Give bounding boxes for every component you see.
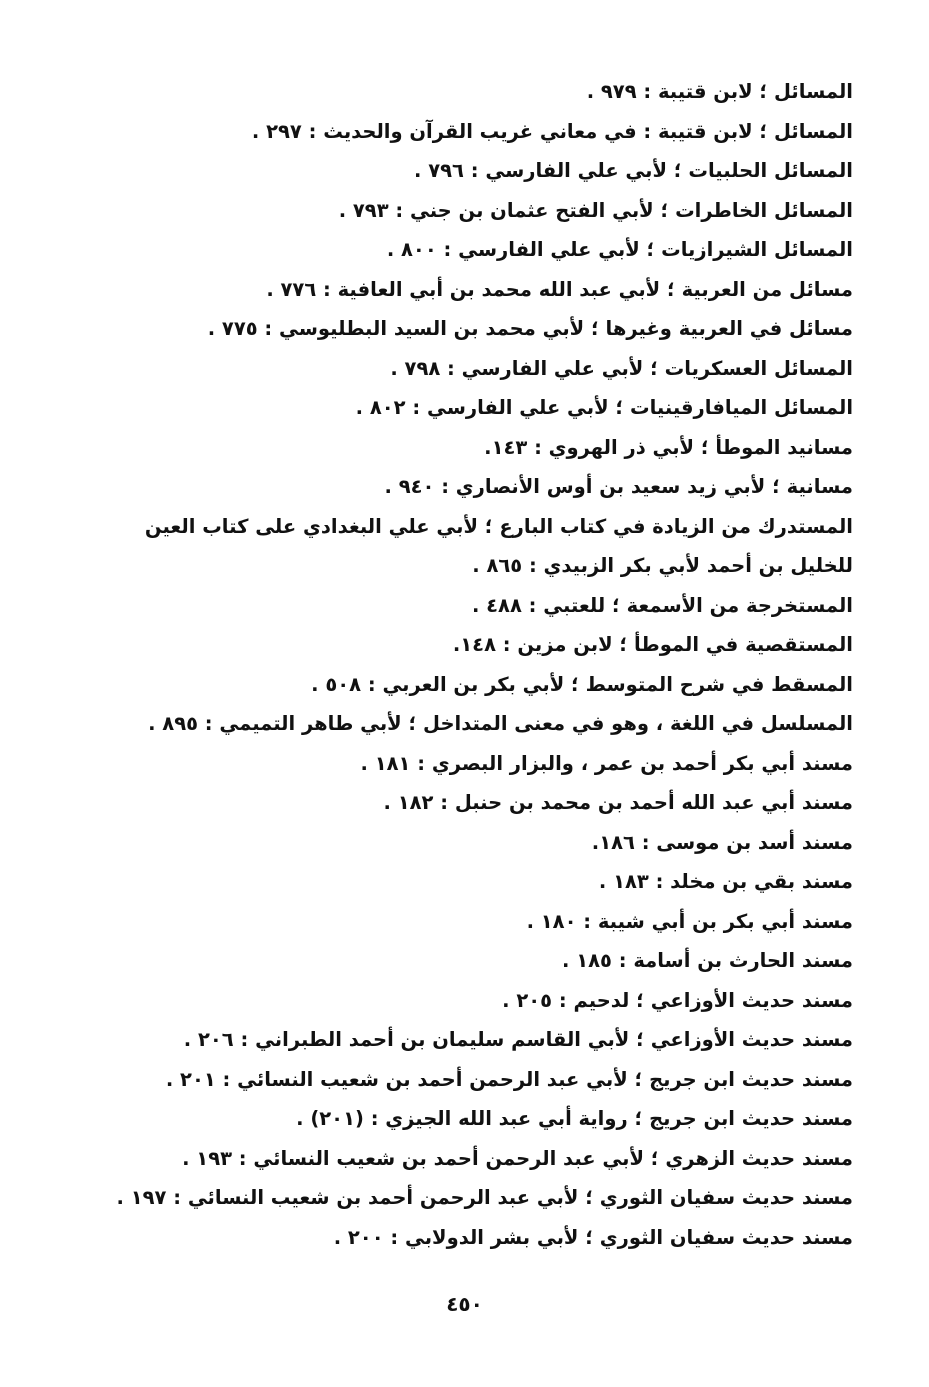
index-entry: المسائل ؛ لابن قتيبة : في معاني غريب القرآن والحديث : ٢٩٧ . [251,119,853,143]
index-entry: مسند حديث الأوزاعي ؛ لأبي القاسم سليمان بن أحمد الطبراني : ٢٠٦ . [183,1028,853,1051]
index-entry: المسائل الميافارقينيات ؛ لأبي علي الفارسي : ٨٠٢ . [355,396,853,419]
index-entry: مسند أبي بكر بن أبي شيبة : ١٨٠ . [526,909,853,933]
index-entry: مسائل من العربية ؛ لأبي عبد الله محمد بن أبي العافية : ٧٧٦ . [266,277,853,301]
index-entry: المسقط في شرح المتوسط ؛ لأبي بكر بن العربي : ٥٠٨ . [311,672,853,696]
index-entry: مسند الحارث بن أسامة : ١٨٥ . [562,949,853,972]
index-entry: مسند حديث ابن جريج ؛ رواية أبي عبد الله الجيزي : (٢٠١) . [296,1107,853,1130]
index-entry: المستقصية في الموطأ ؛ لابن مزين : ١٤٨. [452,633,853,656]
index-entry: مسند حديث ابن جريج ؛ لأبي عبد الرحمن أحمد بن شعيب النسائي : ٢٠١ . [165,1067,853,1091]
index-entry: المسائل الحلبيات ؛ لأبي علي الفارسي : ٧٩٦ . [414,159,853,182]
index-entry: المستخرجة من الأسمعة ؛ للعتبي : ٤٨٨ . [471,593,853,617]
index-entry: مسانيد الموطأ ؛ لأبي ذر الهروي : ١٤٣. [484,435,853,459]
index-entry: مسند أسد بن موسى : ١٨٦. [591,830,853,854]
page-number: ٤٥٠ [446,1292,483,1316]
index-entry: المسائل الشيرازيات ؛ لأبي علي الفارسي : ٨٠٠ . [386,238,853,261]
index-entry: مسند حديث سفيان الثوري ؛ لأبي بشر الدولابي : ٢٠٠ . [333,1225,853,1249]
index-entry: المسائل ؛ لابن قتيبة : ٩٧٩ . [586,80,853,103]
index-entry: مسند حديث الأوزاعي ؛ لدحيم : ٢٠٥ . [502,988,853,1012]
index-entry: المسائل الخاطرات ؛ لأبي الفتح عثمان بن جني : ٧٩٣ . [338,198,853,222]
index-entry: المسلسل في اللغة ، وهو في معنى المتداخل ؛ لأبي طاهر التميمي : ٨٩٥ . [148,712,853,735]
index-entry: مسند أبي بكر أحمد بن عمر ، والبزار البصري : ١٨١ . [360,751,853,775]
index-entry: مسانية ؛ لأبي زيد سعيد بن أوس الأنصاري : ٩٤٠ . [384,475,853,498]
index-entry: المسائل العسكريات ؛ لأبي علي الفارسي : ٧٩٨ . [390,356,853,380]
index-entry: المستدرك من الزيادة في كتاب البارع ؛ لأبي علي البغدادي على كتاب العين للخليل بن أحمد لأبي بكر الزبيدي : ٨٦٥ . [144,514,853,577]
index-entries-list [93,72,853,1257]
index-entry: مسند أبي عبد الله أحمد بن محمد بن حنبل : ١٨٢ . [383,791,853,814]
index-entry: مسائل في العربية وغيرها ؛ لأبي محمد بن السيد البطليوسي : ٧٧٥ . [207,317,853,340]
index-entry: مسند حديث الزهري ؛ لأبي عبد الرحمن أحمد بن شعيب النسائي : ١٩٣ . [182,1146,853,1170]
index-entry: مسند بقي بن مخلد : ١٨٣ . [598,870,853,893]
index-entry: مسند حديث سفيان الثوري ؛ لأبي عبد الرحمن أحمد بن شعيب النسائي : ١٩٧ . [116,1186,853,1209]
